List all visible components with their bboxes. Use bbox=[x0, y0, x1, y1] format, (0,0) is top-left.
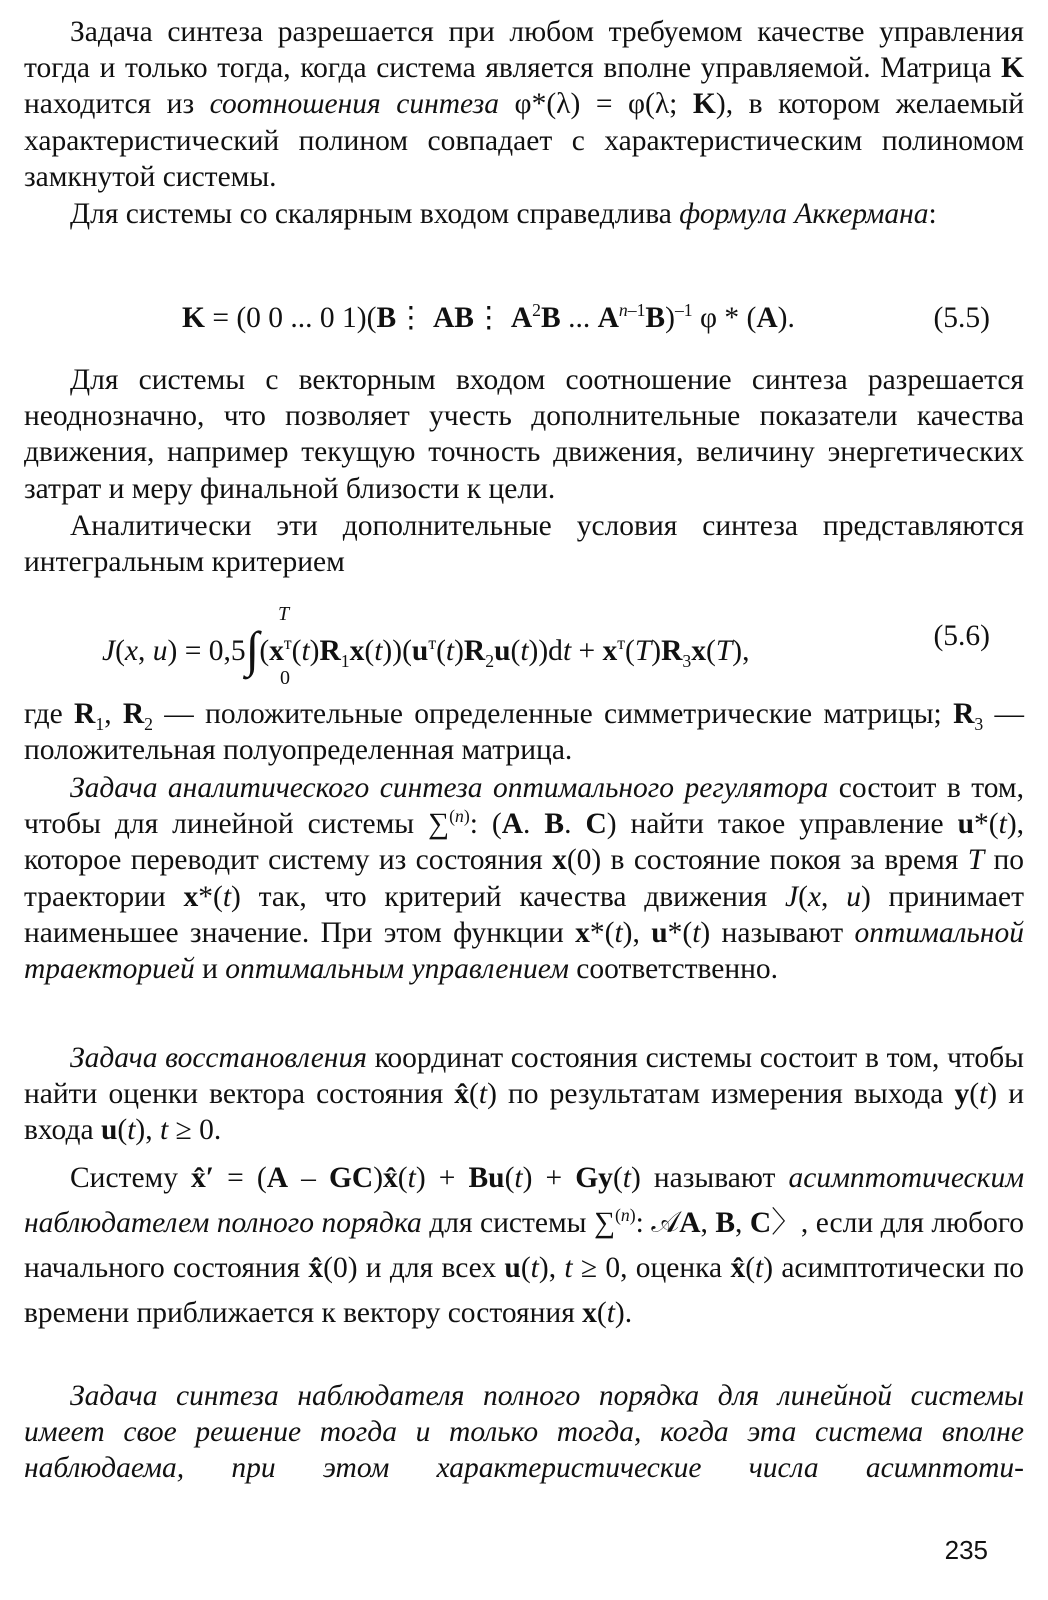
integral-lower-limit: 0 bbox=[280, 667, 290, 689]
integral-sign: ∫ bbox=[245, 621, 260, 677]
paragraph-ackermann-intro: Для системы со скалярным входом справедлива формула Аккермана: bbox=[70, 198, 937, 230]
equation-5-5-body: K = (0 0 ... 0 1)(B⋮ AB⋮ $A^2B$ ... $A^{n-1}B)^{-1}$ φ * (A). bbox=[182, 300, 795, 334]
integral-upper-limit: T bbox=[278, 603, 290, 625]
paragraph-vector-input: Для системы с векторным входом соотношение синтеза разрешается неоднозначно, что позволяет учесть дополнительные показатели качества движения, например текущую точность движения, величину энергетических затрат и меру финальной близости к цели. bbox=[24, 364, 1024, 505]
paragraph-observer-synthesis: Задача синтеза наблюдателя полного порядка для линейной системы имеет свое решение тогда и только тогда, когда эта система вполне наблюдаема, при этом характеристические числа асимптоти- bbox=[24, 1380, 1024, 1485]
paragraph-state-recovery: Задача восстановления координат состояния системы состоит в том, чтобы найти оценки вектора состояния x̂(t) по результатам измерения выхода y(t) и входа u(t), t ≥ 0. bbox=[24, 1042, 1024, 1147]
equation-5-6 bbox=[0, 596, 1048, 689]
paragraph-optimal-regulator: Задача аналитического синтеза оптимального регулятора состоит в том, чтобы для линейной системы ∑$^{(n)}$: (A. B. C) найти такое управление u*(t), которое переводит систему из состояния x(0) в состояние покоя за время T по траектории x*(t) так, что критерий качества движения J(x, u) принимает наименьшее значение. При этом функции x*(t), u*(t) называют оптимальной траекторией и оптимальным управлением соответственно. bbox=[24, 772, 1025, 986]
paragraph-observer: Систему x̂′ = (A – GC)x̂(t) + Bu(t) + Gy(t) называют асимптотическим наблюдателем полного порядка для системы ∑$^{(n)}$: 𝒜A, B, C〉, если для любого начального состояния x̂(0) и для всех u(t), t ≥ 0, оценка x̂(t) асимптотически по времени приближается к вектору состояния x(t). bbox=[24, 1162, 1025, 1329]
paragraph-matrices: где $R_1$, $R_2$ — положительные определенные симметрические матрицы; $R_3$ — положительная полуопределенная матрица. bbox=[24, 698, 1025, 767]
equation-number: (5.5) bbox=[933, 302, 990, 334]
page-number: 235 bbox=[944, 1535, 988, 1565]
equation-number: (5.6) bbox=[933, 620, 990, 652]
paragraph-integral-criterion: Аналитически эти дополнительные условия синтеза представляются интегральным критерием bbox=[24, 510, 1024, 579]
equation-5-5 bbox=[0, 300, 1048, 344]
paragraph-synthesis-condition: Задача синтеза разрешается при любом требуемом качестве управления тогда и только тогда, когда система является вполне управляемой. Матрица K находится из соотношения синтеза φ*(λ) = φ(λ; K), в котором желаемый характеристический полином совпадает с характеристическим полиномом замкнутой системы. bbox=[24, 16, 1024, 193]
equation-5-6-body: J(x, $u) = 0,5\int(x^т(t)R_1x(t))(u^т(t)R_2u(t))dt + x^т(T)R_3x(T)$, bbox=[102, 621, 750, 677]
